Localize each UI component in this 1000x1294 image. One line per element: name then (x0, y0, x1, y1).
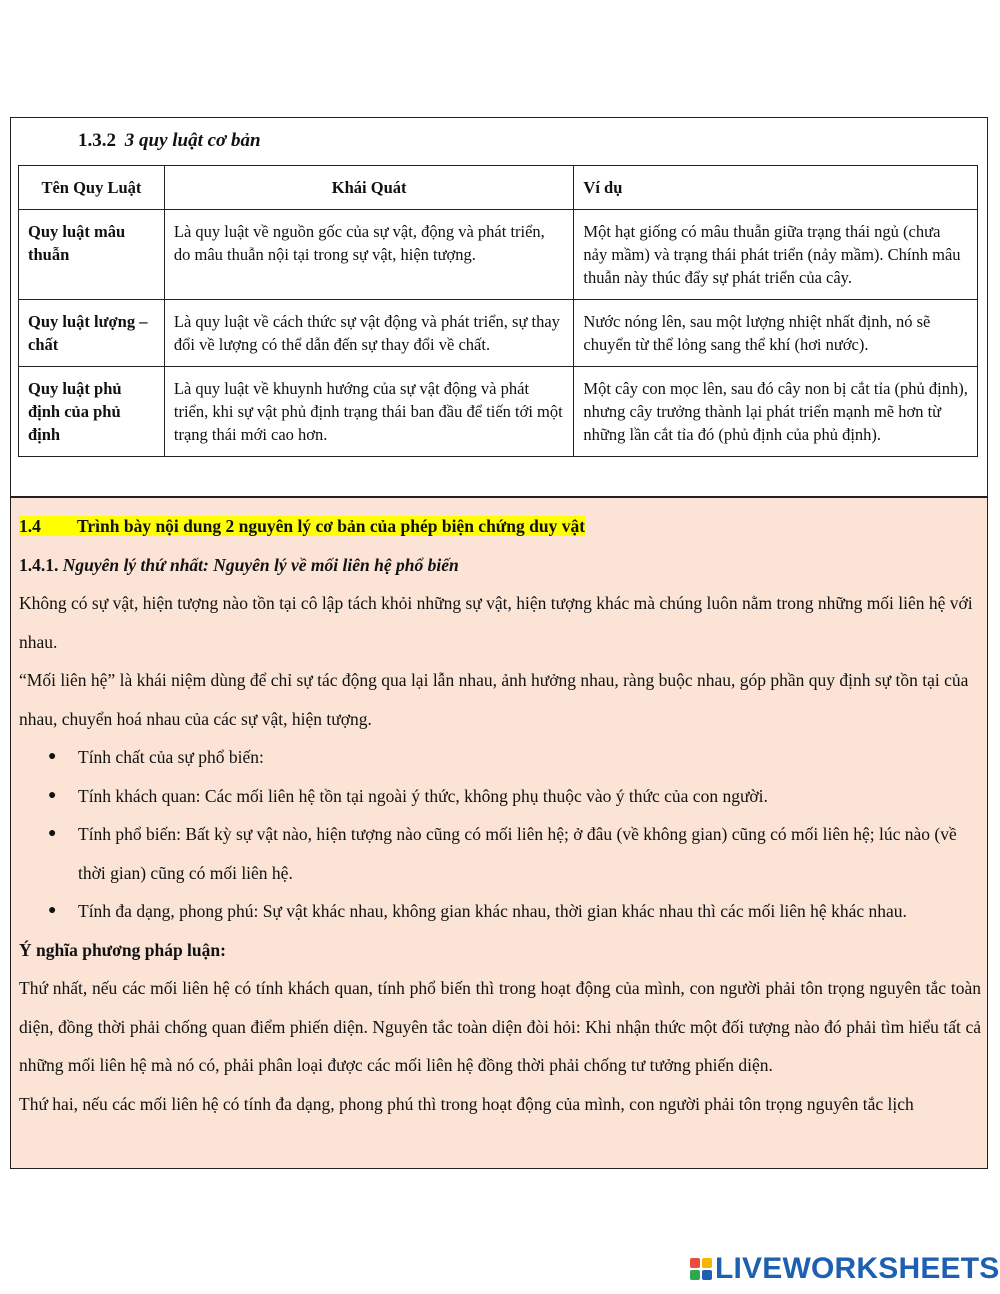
law-summary: Là quy luật về khuynh hướng của sự vật động và phát triển, khi sự vật phủ định trạng thái ban đầu để tiến tới một trạng thái mới cao hơn. (164, 367, 574, 457)
section-title: 3 quy luật cơ bản (124, 130, 261, 151)
table-row (19, 300, 978, 367)
column-header-summary: Khái Quát (164, 166, 574, 210)
law-example: Một hạt giống có mâu thuẫn giữa trạng thái ngủ (chưa nảy mầm) và trạng thái phát triển (nảy mầm). Chính mâu thuẫn này thúc đẩy sự phát triển của cây. (574, 210, 978, 300)
list-item (19, 815, 981, 892)
section-number: 1.3.2 (78, 130, 116, 151)
list-item (19, 892, 981, 931)
law-example: Nước nóng lên, sau một lượng nhiệt nhất định, nó sẽ chuyển từ thể lỏng sang thể khí (hơi nước). (574, 300, 978, 367)
list-item-text: Tính phổ biến: Bất kỳ sự vật nào, hiện tượng nào cũng có mối liên hệ; ở đâu (về không gian) cũng có mối liên hệ; lúc nào (về thời gian) cũng có mối liên hệ. (78, 824, 957, 883)
list-item (19, 738, 981, 777)
liveworksheets-logo (690, 1252, 1000, 1286)
section-1-3-2-heading (78, 130, 261, 152)
bullet-icon: ● (48, 826, 57, 841)
law-name: Quy luật phủ định của phủ định (19, 367, 165, 457)
paragraph-relation-definition: “Mối liên hệ” là khái niệm dùng để chỉ sự tác động qua lại lẫn nhau, ảnh hưởng nhau, ràng buộc nhau, góp phần quy định sự tồn tại của nhau, chuyển hoá nhau của các sự vật, hiện tượng. (19, 670, 969, 729)
bullet-icon: ● (48, 903, 57, 918)
list-item (19, 777, 981, 816)
logo-grid-icon (690, 1258, 712, 1280)
methodology-paragraph-2: Thứ hai, nếu các mối liên hệ có tính đa dạng, phong phú thì trong hoạt động của mình, con người phải tôn trọng nguyên tắc lịch (19, 1093, 914, 1114)
logo-square (702, 1258, 712, 1268)
section-title: Trình bày nội dung 2 nguyên lý cơ bản của phép biện chứng duy vật (77, 516, 586, 536)
logo-text: LIVEWORKSHEETS (715, 1252, 1000, 1285)
list-item-text: Tính chất của sự phổ biến: (78, 747, 264, 767)
section-number: 1.4 (19, 516, 41, 536)
bullet-icon: ● (48, 787, 57, 803)
principles-content (19, 507, 981, 1123)
table-header-row (19, 166, 978, 210)
bullet-icon: ● (48, 749, 57, 764)
paragraph-no-isolation: Không có sự vật, hiện tượng nào tồn tại cô lập tách khỏi những sự vật, hiện tượng khác mà chúng luôn nằm trong những mối liên hệ với nhau. (19, 593, 973, 652)
column-header-name: Tên Quy Luật (19, 166, 165, 210)
logo-square (690, 1270, 700, 1280)
methodology-heading: Ý nghĩa phương pháp luận: (19, 939, 226, 960)
law-name: Quy luật lượng – chất (19, 300, 165, 367)
law-example: Một cây con mọc lên, sau đó cây non bị cắt tỉa (phủ định), nhưng cây trưởng thành lại phát triển mạnh mẽ hơn từ những lần cắt tỉa đó (phủ định của phủ định). (574, 367, 978, 457)
section-number: 1.4.1. (19, 554, 59, 575)
methodology-paragraph-1: Thứ nhất, nếu các mối liên hệ có tính khách quan, tính phổ biến thì trong hoạt động của mình, con người phải tôn trọng nguyên tắc toàn diện, đồng thời phải chống quan điểm phiến diện. Nguyên tắc toàn diện đòi hỏi: Khi nhận thức một đối tượng nào đó phải tìm hiểu tất cả những mối liên hệ mà nó có, phải phân loại được các mối liên hệ đồng thời phải chống tư tưởng phiến diện. (19, 978, 981, 1075)
law-summary: Là quy luật về cách thức sự vật động và phát triển, sự thay đổi về lượng có thể dẫn đến sự thay đổi về chất. (164, 300, 574, 367)
table-row (19, 367, 978, 457)
properties-list (19, 738, 981, 931)
column-header-example: Ví dụ (574, 166, 978, 210)
law-summary: Là quy luật về nguồn gốc của sự vật, động và phát triển, do mâu thuẫn nội tại trong sự vật, hiện tượng. (164, 210, 574, 300)
section-1-4-heading (19, 507, 981, 546)
list-item-text: Tính đa dạng, phong phú: Sự vật khác nhau, không gian khác nhau, thời gian khác nhau thì các mối liên hệ khác nhau. (78, 901, 907, 921)
logo-square (690, 1258, 700, 1268)
law-name: Quy luật mâu thuẫn (19, 210, 165, 300)
section-1-4-1-heading (19, 546, 981, 585)
section-title: Nguyên lý thứ nhất: Nguyên lý về mối liên hệ phổ biến (62, 554, 459, 575)
laws-table (18, 165, 978, 457)
list-item-text: Tính khách quan: Các mối liên hệ tồn tại ngoài ý thức, không phụ thuộc vào ý thức của con người. (78, 785, 768, 806)
table-row (19, 210, 978, 300)
highlighted-heading (19, 516, 585, 536)
logo-square (702, 1270, 712, 1280)
